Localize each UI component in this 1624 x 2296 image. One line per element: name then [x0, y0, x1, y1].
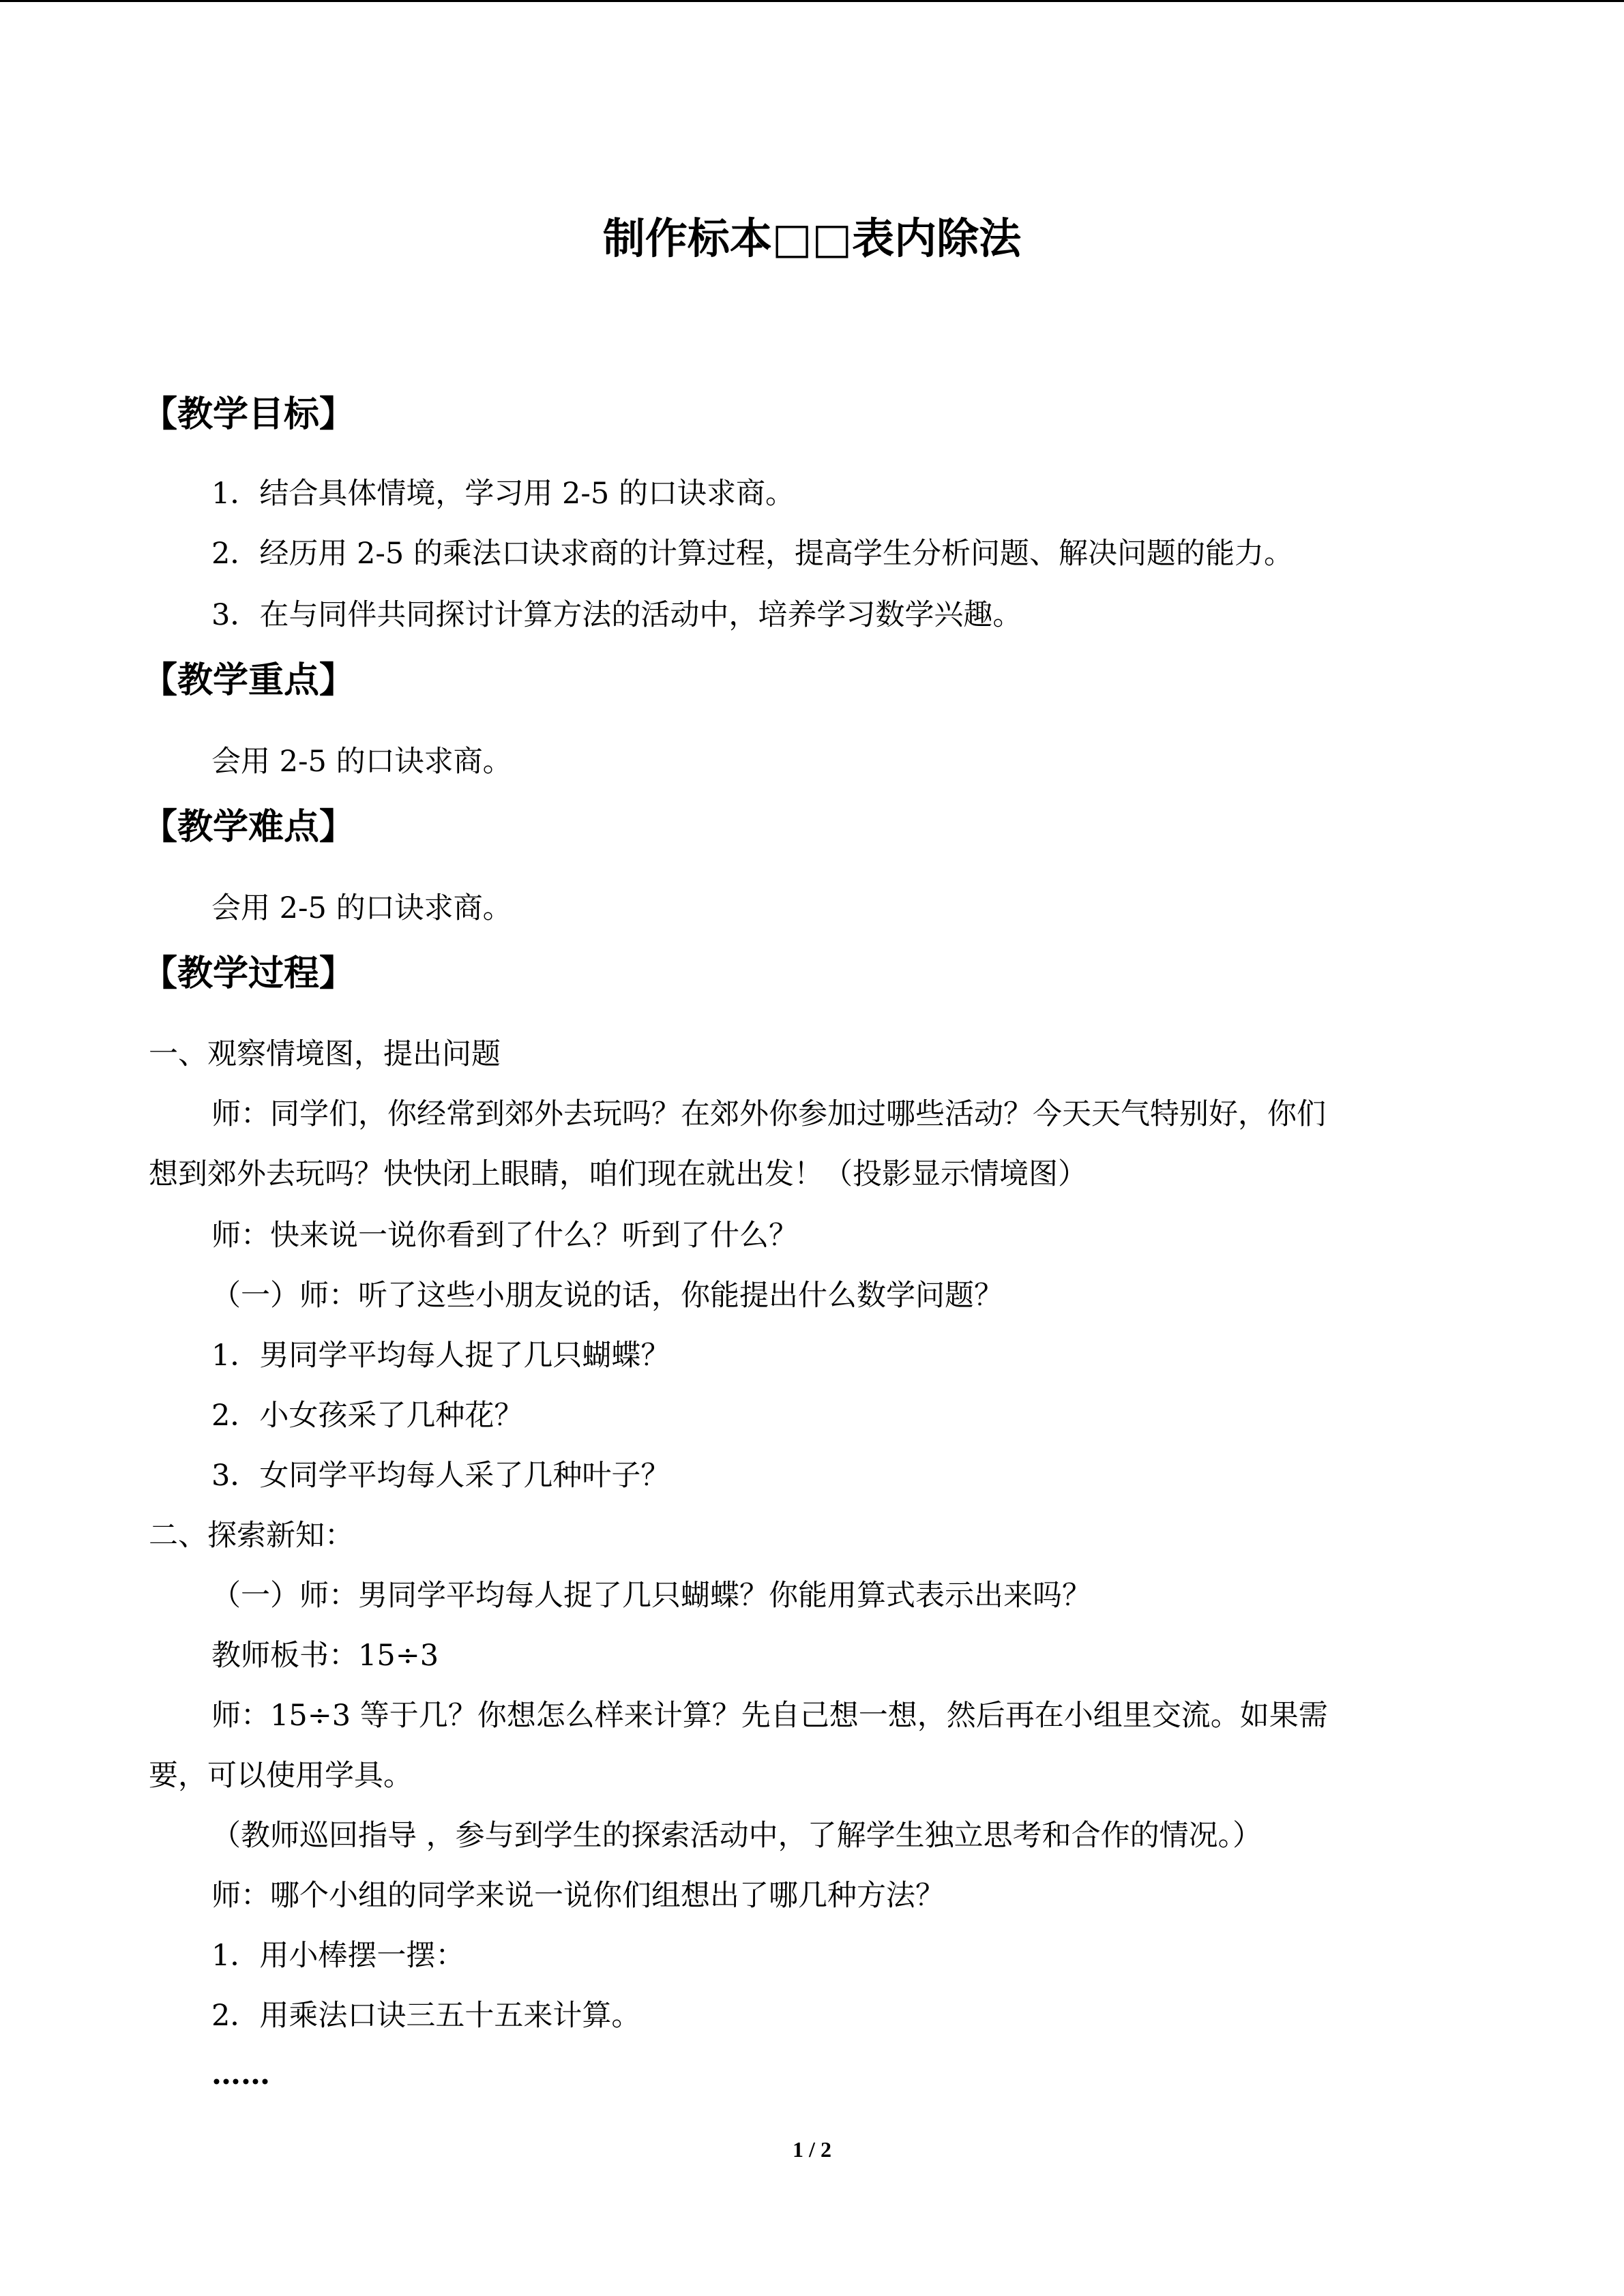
key-points-text: 会用 2-5 的口诀求商。 — [211, 745, 512, 779]
process-line: 师：15÷3 等于几？你想怎么样来计算？先自己想一想，然后再在小组里交流。如果需 — [211, 1699, 1328, 1733]
process-line: 一、观察情境图，提出问题 — [149, 1037, 501, 1071]
process-line: 师：快来说一说你看到了什么？听到了什么？ — [211, 1219, 798, 1253]
process-line: （一）师：男同学平均每人捉了几只蝴蝶？你能用算式表示出来吗？ — [211, 1579, 1091, 1613]
process-line: 师：同学们，你经常到郊外去玩吗？在郊外你参加过哪些活动？今天天气特别好，你们 — [211, 1097, 1326, 1131]
objective-item-1: 1．结合具体情境，学习用 2-5 的口诀求商。 — [211, 477, 795, 511]
document-title: 制作标本□□表内除法 — [602, 213, 1022, 263]
heading-key-points: 【教学重点】 — [142, 660, 355, 701]
process-line: 2．小女孩采了几种花？ — [211, 1399, 524, 1433]
heading-process: 【教学过程】 — [142, 953, 355, 994]
process-line: 教师板书：15÷3 — [211, 1639, 439, 1673]
process-line: 3．女同学平均每人采了几种叶子？ — [211, 1459, 670, 1493]
process-line: （教师巡回指导 ，参与到学生的探索活动中，了解学生独立思考和合作的情况。） — [211, 1819, 1263, 1853]
process-line: 2．用乘法口诀三五十五来计算。 — [211, 1999, 641, 2033]
objective-item-3: 3．在与同伴共同探讨计算方法的活动中，培养学习数学兴趣。 — [211, 598, 1022, 632]
difficulties-text: 会用 2-5 的口诀求商。 — [211, 891, 512, 925]
page-number: 1 / 2 — [793, 2137, 831, 2162]
process-line: 师：哪个小组的同学来说一说你们组想出了哪几种方法？ — [211, 1879, 945, 1913]
process-line: 要，可以使用学具。 — [149, 1759, 413, 1793]
process-line: 想到郊外去玩吗？快快闭上眼睛，咱们现在就出发！（投影显示情境图） — [149, 1157, 1087, 1191]
heading-difficulties: 【教学难点】 — [142, 807, 355, 848]
process-line: 1．用小棒摆一摆： — [211, 1939, 465, 1973]
process-line: 二、探索新知： — [149, 1519, 354, 1553]
objective-item-2: 2．经历用 2-5 的乘法口诀求商的计算过程，提高学生分析问题、解决问题的能力。 — [211, 537, 1293, 571]
heading-objectives: 【教学目标】 — [142, 394, 355, 435]
process-line: 1．男同学平均每人捉了几只蝴蝶？ — [211, 1339, 670, 1373]
process-line: （一）师：听了这些小朋友说的话，你能提出什么数学问题？ — [211, 1279, 1003, 1313]
top-border-line — [0, 0, 1624, 2]
process-line-ellipsis: …… — [211, 2057, 270, 2091]
